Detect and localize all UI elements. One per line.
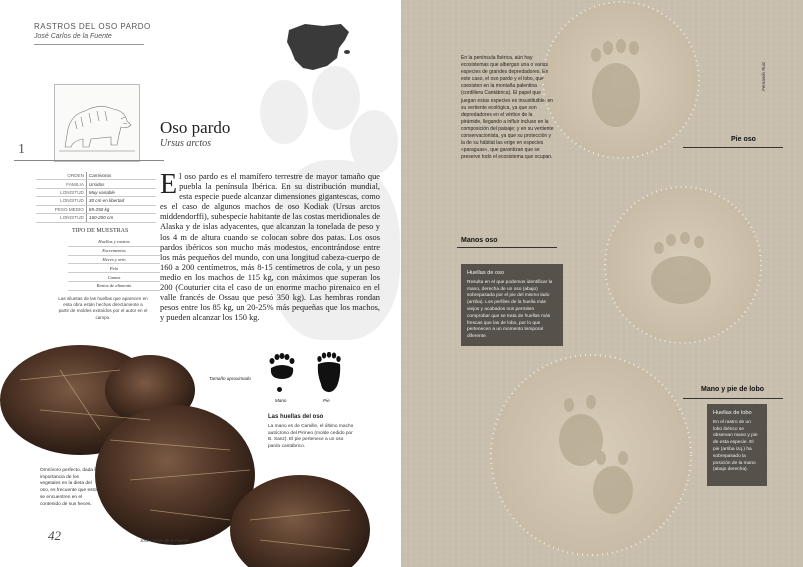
sample-type-item: Pelo bbox=[68, 264, 160, 273]
taxonomy-row bbox=[36, 188, 156, 196]
species-latin-name: Ursus arctos bbox=[160, 138, 212, 149]
wolf-label: Mano y pie de lobo bbox=[701, 386, 765, 393]
taxonomy-row bbox=[36, 197, 156, 205]
samples-heading: TIPO DE MUESTRAS bbox=[72, 228, 129, 234]
sample-type-item: Camas bbox=[68, 273, 160, 282]
taxonomy-label: LONGITUD bbox=[36, 197, 86, 205]
vertical-photo-credit: Fernando Ruiz bbox=[761, 62, 766, 91]
taxonomy-label: LONGITUD bbox=[36, 214, 86, 222]
wolf-label-line bbox=[683, 398, 783, 399]
taxonomy-value: 160-200 cm bbox=[86, 214, 156, 222]
wolf-tracks-info-box bbox=[707, 404, 767, 486]
taxonomy-table bbox=[36, 172, 156, 223]
bear-hands-label: Manos oso bbox=[461, 237, 498, 244]
sample-type-item: Heces y orín bbox=[68, 256, 160, 265]
bear-box-text: Resulta en el que podemos identificar la mano, derecha de un oso (abajo) sobrepasada por el pie del mismo lado (arriba). Los perfiles de la huella más viejos y acabados nos permiten comprobar que se trata de huellas más frescas que las de lobo, por lo que pertenecen a un momento temporal diferente. bbox=[467, 279, 553, 340]
taxonomy-label: LONGITUD bbox=[36, 188, 86, 196]
taxonomy-label: FAMILIA bbox=[36, 180, 86, 188]
main-text-body: l oso pardo es el mamífero terrestre de mayor tamaño que puebla la península Ibérica. En su distribución mundial, esta especie puede alcanzar dimensiones gigantescas, como es el caso de algunos machos de oso Kodiak (Ursus arctos middendorffi), subespecie habitante de las costas meridionales de Alaska y de islas adyacentes, que alcanzan la tonelada de peso y los 4 m de altura cuando se colocan sobre dos patas. Los osos pardos ibéricos son mucho más modestos, encontrándose entre los más pequeños del mundo, con una longitud cabeza-cuerpo de 160 a 200 centímetros, más 8-15 centímetros de cola, y un peso medio en los machos de 115 kg, con máximos que superan los 200 (Couturier cita el caso de un enorme macho pirenaico en el valle francés de Ossau que pesó 350 kg). Las hembras rondan pesos entre los 85 kg, un 20-25% más pequeñas que los machos, y pueden alcanzar los 150 kg. bbox=[160, 172, 380, 323]
sample-type-item: Restos de alimento bbox=[68, 282, 160, 291]
silhouettes-note: Las siluetas de las huellas que aparecen en esta obra están hechas directamente a partir de moldes extraídos por el autor en el campo. bbox=[58, 296, 148, 320]
taxonomy-row bbox=[36, 180, 156, 188]
samples-list bbox=[68, 238, 160, 291]
drop-cap: E bbox=[160, 169, 178, 200]
book-title: RASTROS DEL OSO PARDO bbox=[34, 22, 151, 31]
taxonomy-label: PESO MEDIO bbox=[36, 205, 86, 213]
taxonomy-row bbox=[36, 205, 156, 213]
bear-tracks-info-box bbox=[461, 264, 563, 346]
omnivore-caption: Omnívoro perfecto, dada la importancia de los vegetales en la dieta del oso, es frecuente que estos se encuentren en el contenido de sus heces. bbox=[40, 468, 99, 507]
photo-credit: José Carlos de la Fuente bbox=[140, 538, 189, 543]
foot-label: Pie bbox=[323, 398, 330, 403]
taxonomy-value: 30 cm en libertad bbox=[86, 197, 156, 205]
bear-illustration bbox=[54, 84, 140, 162]
main-text bbox=[160, 169, 380, 323]
bear-hands-label-line bbox=[457, 247, 557, 248]
taxonomy-label: ORDEN bbox=[36, 172, 86, 180]
scale-caption: Tamaño aproximado bbox=[209, 376, 251, 381]
taxonomy-value: Carnívoros bbox=[86, 172, 156, 180]
iberia-map-icon bbox=[283, 20, 353, 75]
chapter-rule bbox=[14, 160, 164, 161]
chapter-number: 1 bbox=[18, 142, 25, 157]
taxonomy-value: Úrsidos bbox=[86, 180, 156, 188]
taxonomy-value: 85-250 kg bbox=[86, 205, 156, 213]
hand-label: Mano bbox=[275, 398, 287, 403]
taxonomy-row bbox=[36, 214, 156, 222]
tracks-caption: La mano es de Camille, el último macho autóctono del Pirineo (molde cedido por B. Sanz). El pie pertenece a un oso pardo cantábrico. bbox=[268, 424, 354, 450]
right-page bbox=[401, 0, 803, 567]
intro-text: En la península Ibérica, aún hay ecosistemas que albergan una o varias especies de grandes depredadores. En este caso, el oso pardo y el lobo, que coexisten en la montaña palentina (cordillera Cantábrica). El papel que juegan estas especies es insustituible: en su vertiente ecológica, ya que son depredadores en el vértice de la pirámide, llegando a influir incluso en la composición del paisaje; y en su vertiente conservacionista, ya que su protección y la de su hábitat las erige en especies «paraguas», que garantizan que se preserve todo el ecosistema que ocupan. bbox=[461, 55, 554, 161]
book-author: José Carlos de la Fuente bbox=[34, 33, 112, 40]
header-rule bbox=[34, 44, 144, 45]
bear-foot-label: Pie oso bbox=[731, 136, 756, 143]
species-title: Oso pardo bbox=[160, 118, 231, 137]
left-page bbox=[0, 0, 401, 567]
wolf-box-text: En el rastro de un lobo ibérico se observan mano y pie de esta especie. El pie (arriba izq.) ha sobrepasado la posición de la mano (abajo derecha). bbox=[713, 419, 758, 473]
taxonomy-row bbox=[36, 172, 156, 180]
bear-box-title: Huellas de oso bbox=[467, 270, 505, 276]
bear-foot-label-line bbox=[683, 147, 783, 148]
page-number: 42 bbox=[48, 528, 61, 543]
sample-type-item: Huellas y rastros bbox=[68, 238, 160, 247]
tracks-heading: Las huellas del oso bbox=[268, 414, 324, 420]
wolf-box-title: Huellas de lobo bbox=[713, 410, 752, 416]
taxonomy-value: Muy variable bbox=[86, 188, 156, 196]
sample-type-item: Excrementos bbox=[68, 247, 160, 256]
